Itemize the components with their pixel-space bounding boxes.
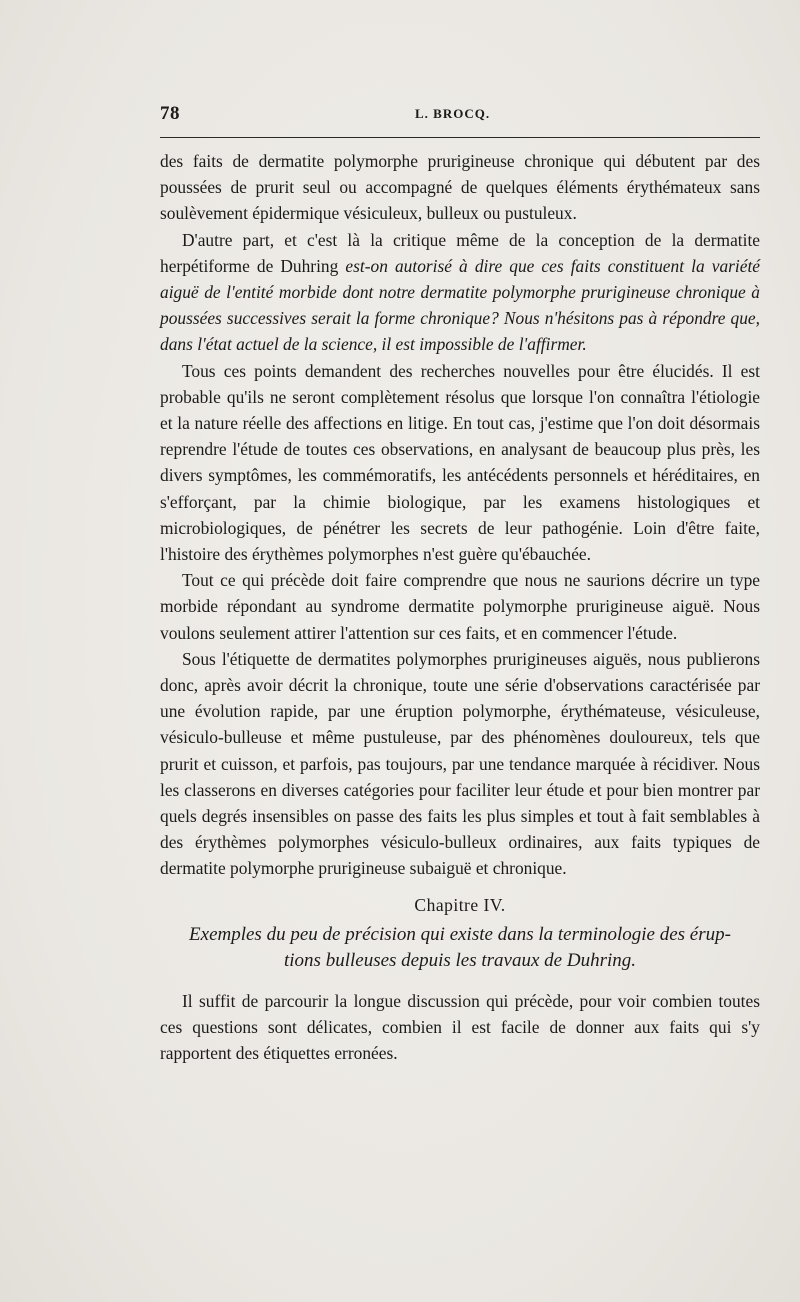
page-header bbox=[160, 103, 760, 127]
paragraph-text: Il suffit de parcourir la longue discussion qui précède, pour voir combien toutes ces questions sont délicates, combien il est facile de donner aux faits qui s'y rapportent des étiquettes erronées. bbox=[160, 990, 760, 1064]
running-head: L. BROCQ. bbox=[415, 106, 491, 121]
page-number: 78 bbox=[160, 103, 180, 124]
chapter-title-line: tions bulleuses depuis les travaux de Duhring. bbox=[284, 949, 636, 971]
chapter-heading: Chapitre IV. bbox=[414, 894, 506, 915]
paragraph bbox=[160, 988, 760, 1067]
paragraph-text: Tout ce qui précède doit faire comprendre que nous ne saurions décrire un type morbide répondant au syndrome dermatite polymorphe prurigineuse aiguë. Nous voulons seulement attirer l'attention sur ces faits, et en commencer l'étude. bbox=[160, 570, 760, 643]
chapter-title-line: Exemples du peu de précision qui existe dans la terminologie des érup- bbox=[189, 923, 731, 945]
paragraph-text: Sous l'étiquette de dermatites polymorphes prurigineuses aiguës, nous publierons donc, après avoir décrit la chronique, toute une série d'observations caractérisée par une évolution rapide, par une éruption polymorphe, érythémateuse, vésiculeuse, vésiculo-bulleuse et même pustuleuse, par des phénomènes douloureux, tels que prurit et cuisson, et parfois, pas toujours, par une tendance marquée à récidiver. Nous les classerons en diverses catégories pour faciliter leur étude et pour bien montrer par quels degrés insensibles on passe des faits les plus simples et tout à fait semblables à des érythèmes polymorphes vésiculo-bulleux ordinaires, aux faits typiques de dermatite polymorphe prurigineuse subaiguë et chronique. bbox=[160, 648, 760, 879]
paragraph bbox=[160, 567, 760, 646]
chapter-title bbox=[160, 922, 760, 974]
paragraph bbox=[160, 148, 760, 227]
paragraph-text: D'autre part, et c'est là la critique même de la conception de la dermatite herpétiforme de Duhring bbox=[160, 229, 760, 276]
italic-passage: est-on autorisé à dire que ces faits constituent la variété aiguë de l'entité morbide dont notre dermatite polymorphe prurigineuse chronique à poussées successives serait la forme chronique? Nous n'hésitons pas à répondre que, dans l'état actuel de la science, il est impossible de l'affirmer. bbox=[160, 255, 761, 355]
paragraph bbox=[160, 646, 760, 882]
paragraph bbox=[160, 358, 760, 568]
body-text bbox=[160, 148, 760, 1067]
paragraph-text: des faits de dermatite polymorphe prurigineuse chronique qui débutent par des poussées de prurit seul ou accompagné de quelques éléments érythémateux sans soulèvement épidermique vésiculeux, bulleux ou pustuleux. bbox=[160, 151, 760, 224]
paragraph bbox=[160, 227, 760, 358]
paragraph-text: Tous ces points demandent des recherches nouvelles pour être élucidés. Il est probable qu'ils ne seront complètement résolus que lorsque l'on connaîtra l'étiologie et la nature réelle des affections en litige. En tout cas, j'estime que l'on doit désormais reprendre l'étude de toutes ces observations, en analysant de beaucoup plus près, les divers symptômes, les commémoratifs, les antécédents personnels et héréditaires, en s'efforçant, par la chimie biologique, par les examens histologiques et microbiologiques, de pénétrer les secrets de leur pathogénie. Loin d'être faite, l'histoire des érythèmes polymorphes n'est guère qu'ébauchée. bbox=[160, 360, 760, 565]
header-rule bbox=[160, 137, 760, 138]
